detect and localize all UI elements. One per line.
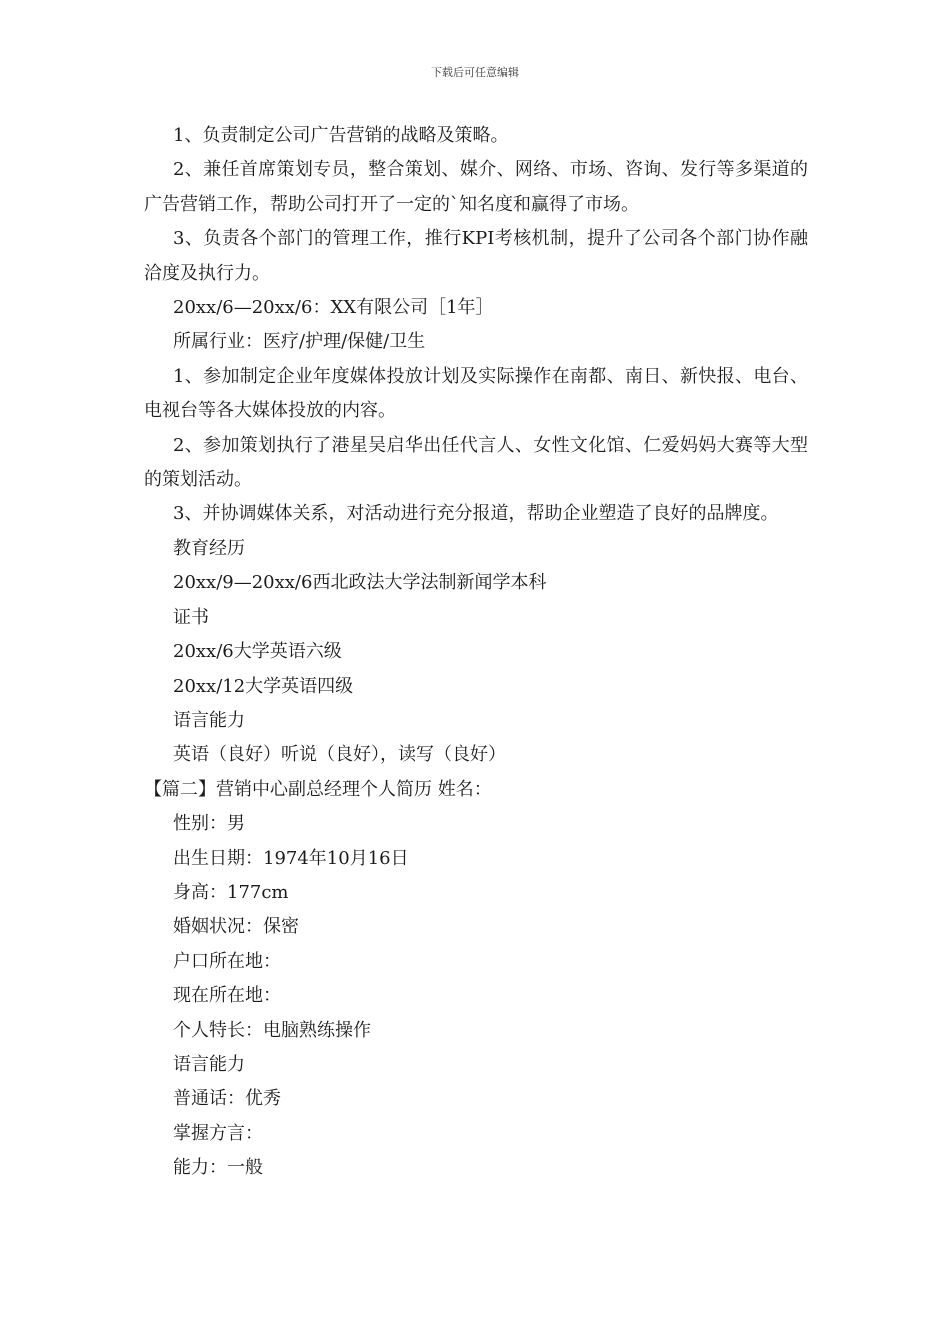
paragraph: 掌握方言：: [173, 1122, 263, 1144]
paragraph: 户口所在地：: [173, 950, 281, 972]
paragraph: 英语（良好）听说（良好），读写（良好）: [173, 744, 506, 766]
paragraph: 2、参加策划执行了港星吴启华出任代言人、女性文化馆、仁爱妈妈大赛等大型的策划活动。: [144, 434, 808, 491]
paragraph: 1、参加制定企业年度媒体投放计划及实际操作在南都、南日、新快报、电台、电视台等各大媒体投放的内容。: [144, 365, 808, 422]
paragraph: 20xx/6—20xx/6：XX有限公司［1年］: [173, 297, 494, 319]
paragraph: 1、负责制定公司广告营销的战略及策略。: [173, 125, 509, 146]
section-heading: 语言能力: [173, 1053, 245, 1075]
section-heading: 语言能力: [173, 709, 245, 731]
section-heading: 教育经历: [173, 537, 245, 559]
paragraph: 能力：一般: [173, 1157, 263, 1179]
paragraph: 20xx/6大学英语六级: [173, 641, 342, 663]
paragraph: 婚姻状况：保密: [173, 916, 299, 938]
paragraph: 出生日期：1974年10月16日: [173, 847, 409, 869]
section-heading: 证书: [173, 606, 209, 628]
paragraph: 20xx/12大学英语四级: [173, 675, 354, 697]
paragraph: 所属行业：医疗/护理/保健/卫生: [173, 331, 426, 353]
paragraph: 3、负责各个部门的管理工作，推行KPI考核机制，提升了公司各个部门协作融洽度及执行力。: [144, 228, 808, 284]
document-body: [144, 119, 808, 1186]
paragraph: 2、兼任首席策划专员，整合策划、媒介、网络、市场、咨询、发行等多渠道的广告营销工作，帮助公司打开了一定的`知名度和赢得了市场。: [144, 159, 808, 215]
paragraph: 性别：男: [173, 813, 245, 835]
paragraph: 现在所在地：: [173, 985, 281, 1007]
paragraph: 20xx/9—20xx/6西北政法大学法制新闻学本科: [173, 572, 547, 594]
paragraph: 3、并协调媒体关系，对活动进行充分报道，帮助企业塑造了良好的品牌度。: [173, 503, 779, 525]
paragraph: 普通话：优秀: [173, 1088, 281, 1110]
page-header: 下载后可任意编辑: [431, 66, 519, 79]
document-title: 【篇二】营销中心副总经理个人简历 姓名：: [144, 778, 492, 800]
paragraph: 个人特长：电脑熟练操作: [173, 1019, 371, 1041]
paragraph: 身高：177cm: [173, 881, 289, 903]
